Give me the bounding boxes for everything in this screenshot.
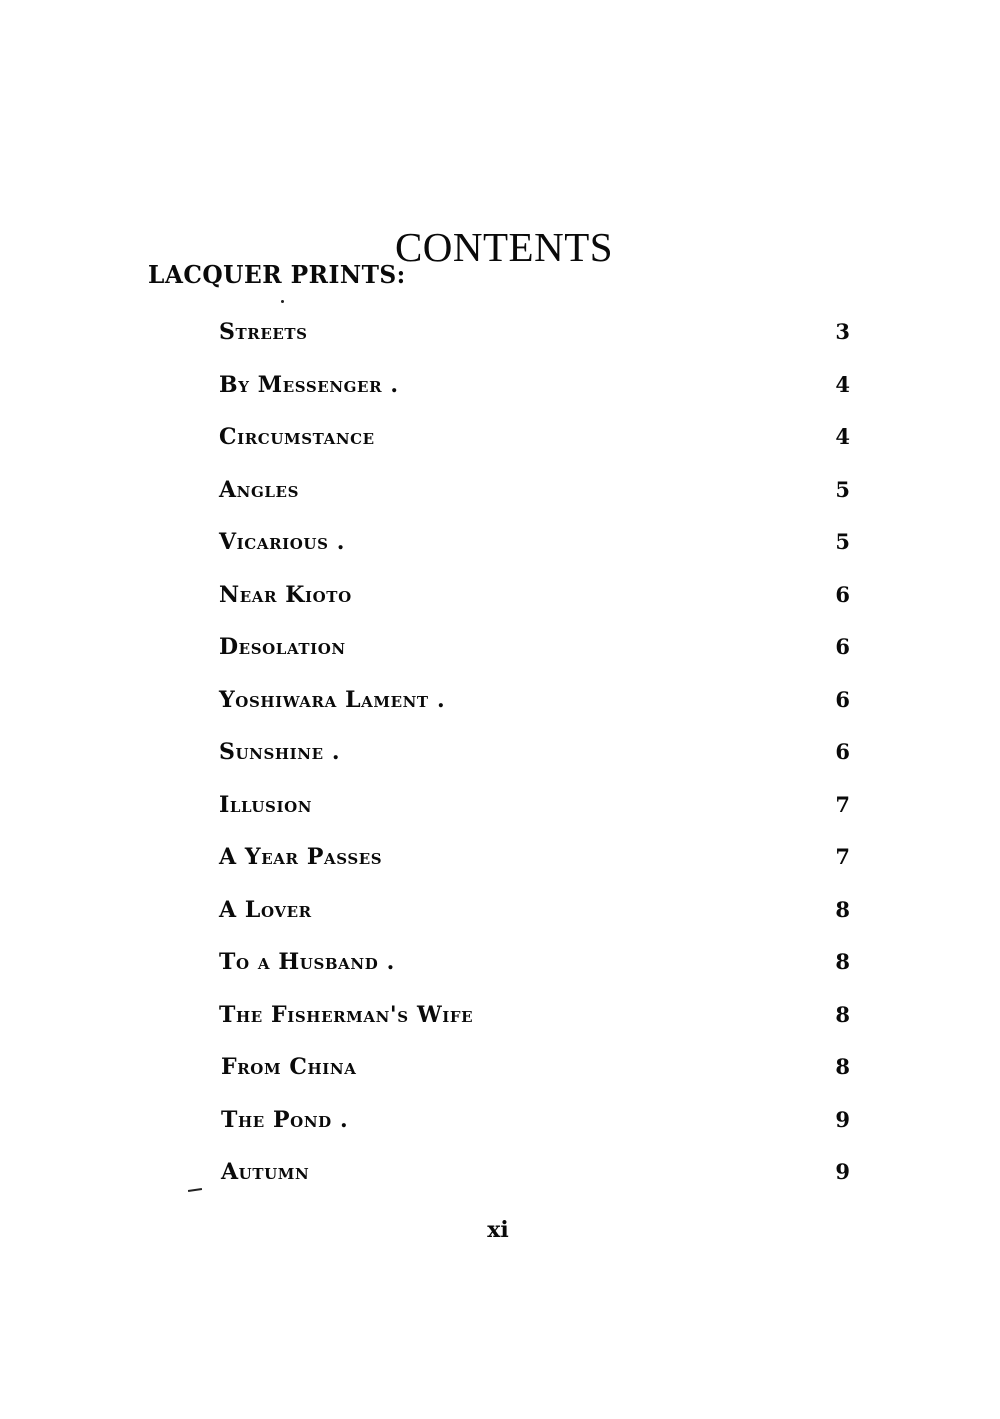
toc-entry-page: 6 (835, 581, 850, 607)
toc-entry (0, 1104, 1000, 1157)
toc-entry-title: Autumn (221, 1159, 310, 1185)
toc-entry-page: 5 (835, 476, 850, 502)
toc-entry (0, 316, 1000, 369)
toc-entry-title: Streets (219, 319, 308, 345)
toc-entry-page: 8 (835, 949, 850, 974)
toc-entry-page: 5 (835, 529, 850, 554)
toc-entry-title: Yoshiwara Lament . (219, 686, 446, 713)
toc-entry-title: A Lover (219, 896, 312, 923)
toc-entry (0, 841, 1000, 894)
toc-entry-title: Near Kioto (219, 581, 352, 608)
table-of-contents (0, 316, 1000, 1209)
toc-entry (0, 369, 1000, 422)
toc-entry-page: 7 (835, 791, 850, 817)
toc-entry-title: By Messenger . (219, 371, 399, 398)
toc-entry (0, 684, 1000, 737)
toc-entry-title: Vicarious . (219, 529, 346, 555)
toc-entry (0, 631, 1000, 684)
toc-entry-page: 9 (835, 1159, 850, 1184)
toc-entry-title: To a Husband . (219, 949, 395, 975)
toc-entry-page: 6 (835, 634, 850, 659)
toc-entry-title: Circumstance (219, 424, 375, 450)
toc-entry (0, 1051, 1000, 1104)
section-heading: LACQUER PRINTS: (148, 260, 406, 289)
toc-entry (0, 946, 1000, 999)
toc-entry-page: 6 (835, 686, 850, 712)
toc-entry (0, 894, 1000, 947)
toc-entry (0, 579, 1000, 632)
toc-entry (0, 789, 1000, 842)
page-title: CONTENTS (394, 224, 614, 271)
toc-entry-page: 3 (835, 319, 850, 344)
toc-entry-title: Angles (219, 476, 300, 503)
toc-entry (0, 526, 1000, 579)
toc-entry-page: 7 (835, 844, 850, 869)
toc-entry-page: 8 (835, 1001, 850, 1027)
toc-entry-page: 8 (835, 1054, 850, 1079)
toc-entry (0, 421, 1000, 474)
page-number-folio: xi (487, 1217, 509, 1243)
toc-entry (0, 736, 1000, 789)
toc-entry (0, 999, 1000, 1052)
toc-entry-title: Illusion (219, 791, 313, 818)
scan-artifact-dot (281, 300, 284, 303)
toc-entry (0, 474, 1000, 527)
toc-entry-page: 8 (835, 896, 850, 922)
toc-entry (0, 1156, 1000, 1209)
toc-entry-title: The Fisherman's Wife (219, 1001, 474, 1028)
toc-entry-title: Desolation (219, 634, 346, 660)
toc-entry-page: 4 (835, 424, 850, 449)
toc-entry-page: 6 (835, 739, 850, 764)
toc-entry-title: Sunshine . (219, 739, 341, 765)
toc-entry-title: The Pond . (221, 1106, 349, 1133)
toc-entry-title: From China (221, 1054, 357, 1080)
toc-entry-title: A Year Passes (219, 844, 383, 870)
toc-entry-page: 9 (835, 1106, 850, 1132)
toc-entry-page: 4 (835, 371, 850, 397)
